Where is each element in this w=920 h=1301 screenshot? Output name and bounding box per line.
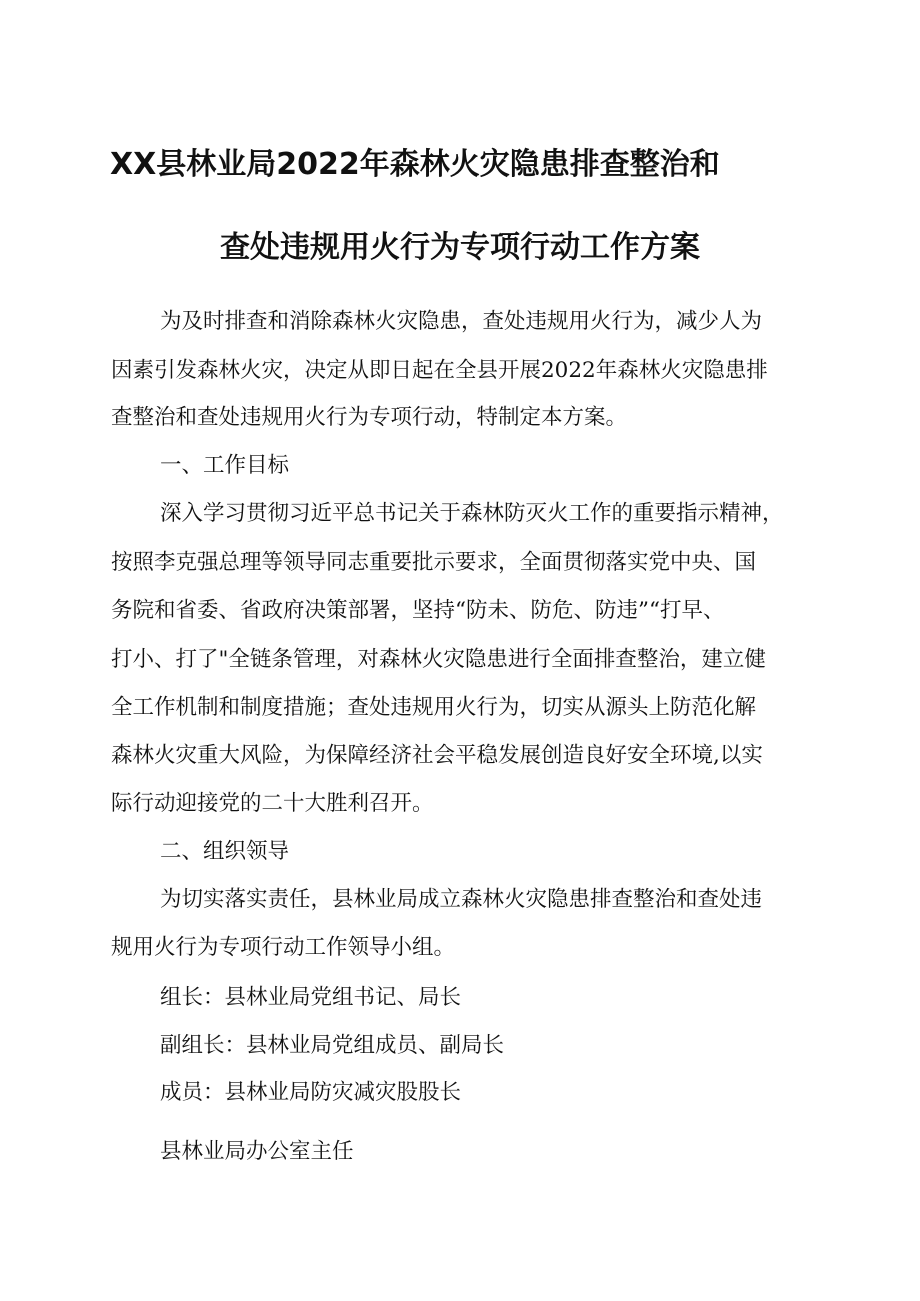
paragraph-line: 为切实落实责任，县林业局成立森林火灾隐患排查整治和查处违 (160, 887, 763, 912)
paragraph-line: 务院和省委、省政府决策部署，坚持“防未、防危、防违”“打早、 (111, 598, 725, 623)
paragraph-line: 深入学习贯彻习近平总书记关于森林防灭火工作的重要指示精神， (160, 501, 784, 526)
intro-line: 为及时排查和消除森林火灾隐患，查处违规用火行为，减少人为 (160, 309, 763, 334)
intro-line: 因素引发森林火灾，决定从即日起在全县开展2022年森林火灾隐患排 (111, 358, 768, 383)
paragraph-line: 打小、打了"全链条管理，对森林火灾隐患进行全面排查整治，建立健 (111, 647, 766, 672)
paragraph-line: 全工作机制和制度措施；查处违规用火行为，切实从源头上防范化解 (111, 695, 757, 720)
member-line: 副组长：县林业局党组成员、副局长 (160, 1033, 505, 1058)
paragraph-line: 际行动迎接党的二十大胜利召开。 (111, 791, 434, 816)
paragraph-line: 按照李克强总理等领导同志重要批示要求，全面贯彻落实党中央、国 (111, 550, 757, 575)
document-title-line-1: XX县林业局2022年森林火灾隐患排查整治和 (110, 147, 720, 182)
member-line: 县林业局办公室主任 (160, 1139, 354, 1164)
paragraph-line: 森林火灾重大风险，为保障经济社会平稳发展创造良好安全环境,以实 (111, 743, 763, 768)
document-title-line-2: 查处违规用火行为专项行动工作方案 (220, 230, 700, 265)
paragraph-line: 规用火行为专项行动工作领导小组。 (111, 935, 456, 960)
intro-line: 查整治和查处违规用火行为专项行动，特制定本方案。 (111, 405, 628, 430)
section-heading-leadership: 二、组织领导 (160, 839, 290, 864)
member-line: 成员：县林业局防灾减灾股股长 (160, 1080, 462, 1105)
section-heading-goals: 一、工作目标 (160, 453, 290, 478)
member-line: 组长：县林业局党组书记、局长 (160, 985, 462, 1010)
